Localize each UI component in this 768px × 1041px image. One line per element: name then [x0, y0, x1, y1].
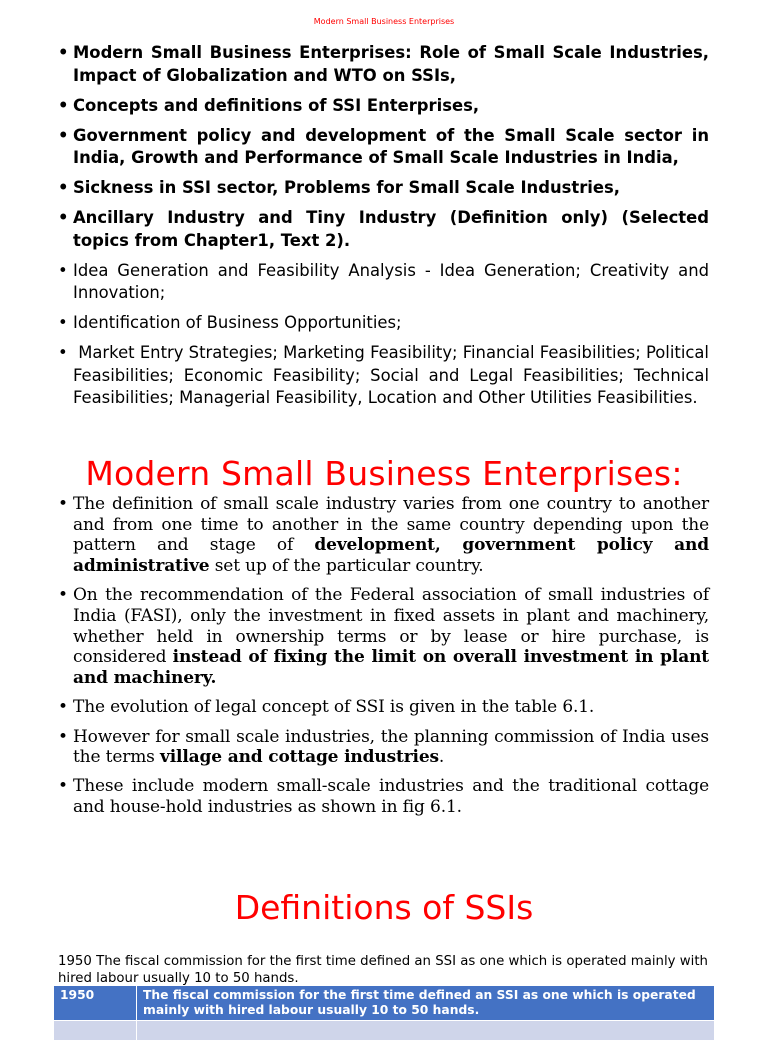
syllabus-item: • Modern Small Business Enterprises: Role of Small Scale Industries, Impact of Globalization and WTO on SSIs,	[58, 42, 709, 87]
section-title-definitions: Definitions of SSIs	[234, 888, 534, 927]
table-row	[54, 986, 715, 1021]
syllabus-item: • Idea Generation and Feasibility Analysis - Idea Generation; Creativity and Innovation;	[58, 260, 709, 305]
item-emphasis: village and cottage industries	[160, 747, 439, 768]
syllabus-item: • Ancillary Industry and Tiny Industry (Definition only) (Selected topics from Chapter1, Text 2).	[58, 207, 709, 252]
item-text: .	[438, 747, 445, 768]
item-emphasis: instead of fixing the limit on overall investment in plant and machinery.	[73, 647, 709, 689]
page-header: Modern Small Business Enterprises	[313, 17, 455, 26]
definition-item	[58, 776, 709, 817]
definitions-intro: 1950 The fiscal commission for the first time defined an SSI as one which is operated mainly with hired labour usually 10 to 50 hands.	[58, 954, 708, 986]
syllabus-item: • Sickness in SSI sector, Problems for Small Scale Industries,	[58, 177, 709, 200]
ssi-definitions-table	[53, 985, 715, 1041]
item-text: The evolution of legal concept of SSI is given in the table 6.1.	[73, 697, 595, 718]
definition-item	[58, 585, 709, 689]
syllabus-item: • Market Entry Strategies; Marketing Feasibility; Financial Feasibilities; Political Feasibilities; Economic Feasibility; Social and Legal Feasibilities; Technical Feasibilities; Managerial Feasibility, Location and Other Utilities Feasibilities.	[58, 342, 709, 410]
table-cell-description: The fiscal commission for the first time defined an SSI as one which is operated mainly with hired labour usually 10 to 50 hands.	[137, 986, 715, 1021]
item-emphasis: development, government policy and administrative	[73, 535, 709, 577]
syllabus-item: • Concepts and definitions of SSI Enterprises,	[58, 95, 709, 118]
definition-item	[58, 697, 709, 718]
item-text: The definition of small scale industry varies from one country to another and from one time to another in the same country depending upon the pattern and stage of	[73, 494, 709, 556]
section-title-modern-sbe: Modern Small Business Enterprises:	[85, 454, 683, 493]
syllabus-item: • Identification of Business Opportunities;	[58, 312, 709, 335]
item-text: On the recommendation of the Federal association of small industries of India (FASI), only the investment in fixed assets in plant and machinery, whether held in ownership terms or by lease or hire purchase, is considered	[73, 585, 709, 668]
syllabus-item: • Government policy and development of the Small Scale sector in India, Growth and Performance of Small Scale Industries in India,	[58, 125, 709, 170]
definition-list	[58, 494, 709, 826]
item-text: These include modern small-scale industries and the traditional cottage and house-hold industries as shown in fig 6.1.	[73, 776, 709, 818]
syllabus-list	[58, 42, 715, 417]
definition-item	[58, 494, 709, 577]
item-text: set up of the particular country.	[209, 556, 484, 577]
item-text: However for small scale industries, the planning commission of India uses the terms	[73, 726, 709, 768]
table-cell-year: 1950	[54, 986, 137, 1021]
definition-item	[58, 727, 709, 768]
